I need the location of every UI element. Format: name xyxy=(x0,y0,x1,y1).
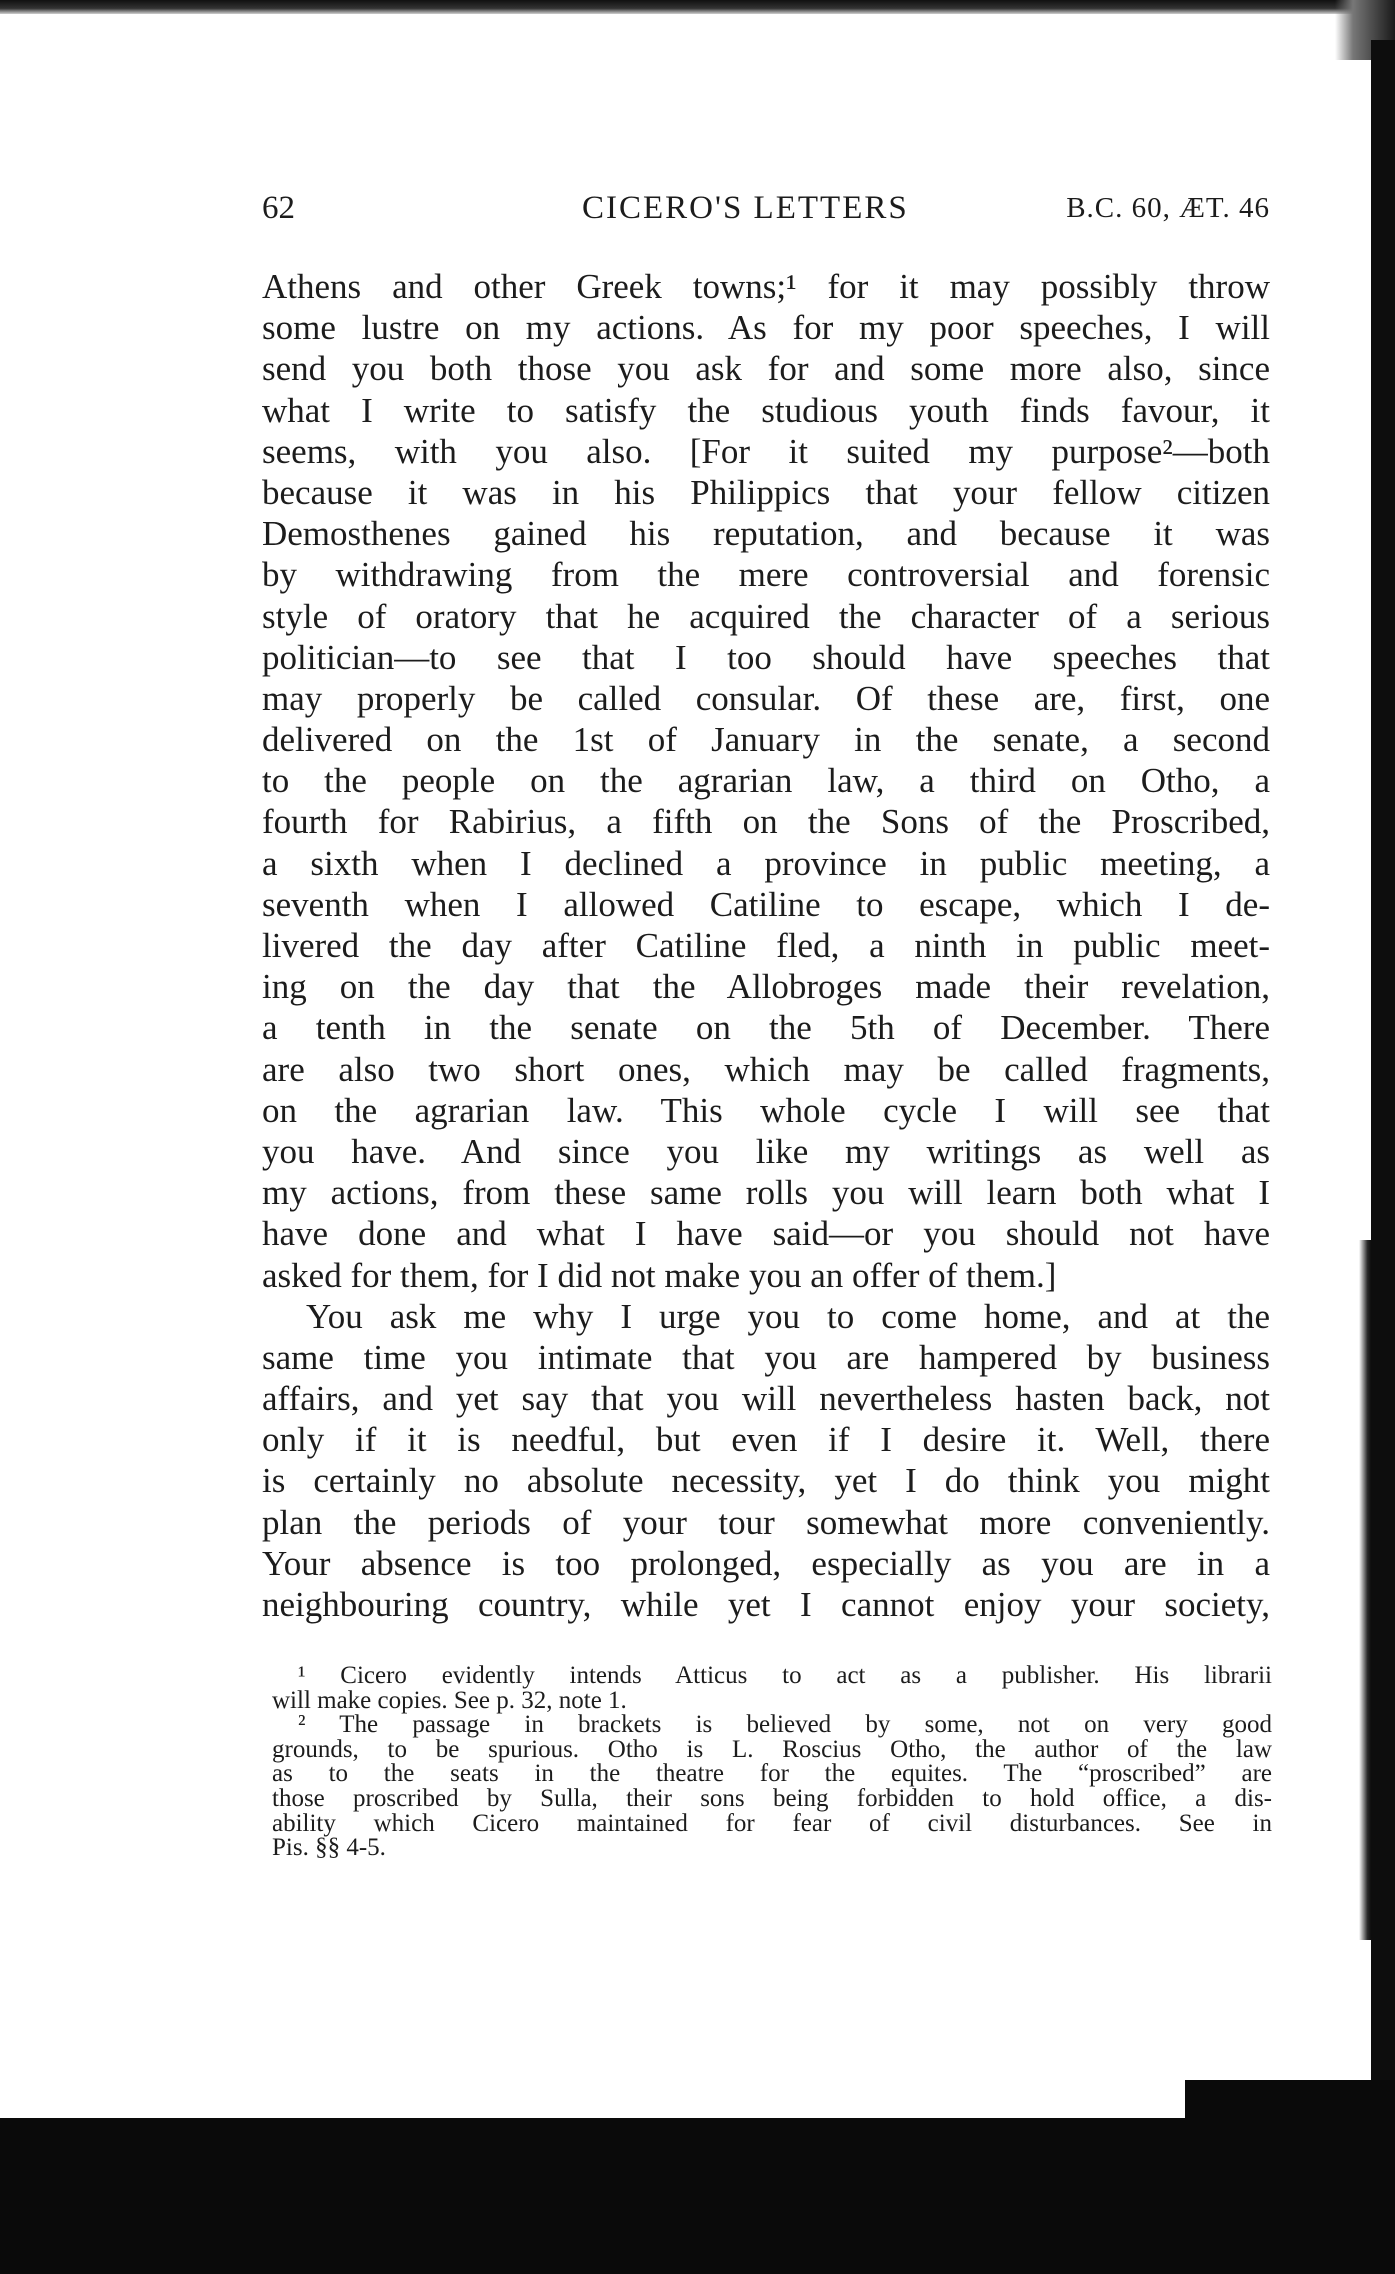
body-line: affairs, and yet say that you will nevertheless hasten back, not xyxy=(262,1379,1270,1419)
footnote-line: ² The passage in brackets is believed by some, not on very good xyxy=(298,1711,1272,1739)
running-header xyxy=(262,190,1270,238)
body-line: neighbouring country, while yet I cannot enjoy your society, xyxy=(262,1585,1270,1624)
footnote-line: Pis. §§ 4-5. xyxy=(272,1834,386,1862)
body-line: politician—to see that I too should have speeches that xyxy=(262,637,1270,677)
footnotes xyxy=(272,1664,1272,1861)
body-line: have done and what I have said—or you should not have xyxy=(262,1214,1270,1254)
body-line: style of oratory that he acquired the character of a serious xyxy=(262,596,1270,636)
footnote-line: ability which Cicero maintained for fear of civil disturbances. See in xyxy=(272,1809,1272,1837)
body-line: delivered on the 1st of January in the senate, a second xyxy=(262,720,1270,760)
page-number: 62 xyxy=(262,190,295,226)
body-line: Your absence is too prolonged, especially as you are in a xyxy=(262,1543,1270,1583)
body-line: asked for them, for I did not make you an offer of them.] xyxy=(262,1255,1057,1295)
body-line: seems, with you also. [For it suited my purpose²—both xyxy=(262,431,1270,471)
header-dating: B.C. 60, ÆT. 46 xyxy=(1066,192,1270,224)
body-line: send you both those you ask for and some more also, since xyxy=(262,349,1270,389)
scan-top-edge xyxy=(0,0,1395,14)
body-line: a tenth in the senate on the 5th of December. There xyxy=(262,1008,1270,1048)
body-line: is certainly no absolute necessity, yet I do think you might xyxy=(262,1461,1270,1501)
body-line: fourth for Rabirius, a fifth on the Sons of the Proscribed, xyxy=(262,802,1270,842)
body-line: my actions, from these same rolls you will learn both what I xyxy=(262,1173,1270,1213)
scan-bottom-step xyxy=(1185,2080,1395,2120)
body-line: only if it is needful, but even if I desire it. Well, there xyxy=(262,1420,1270,1460)
running-title: CICERO'S LETTERS xyxy=(582,190,909,226)
body-line: you have. And since you like my writings as well as xyxy=(262,1131,1270,1171)
body-line: You ask me why I urge you to come home, and at the xyxy=(306,1296,1270,1336)
footnote-line: those proscribed by Sulla, their sons being forbidden to hold office, a dis- xyxy=(272,1784,1272,1812)
scan-right-shadow xyxy=(1359,1240,1371,1940)
body-line: because it was in his Philippics that your fellow citizen xyxy=(262,472,1270,512)
body-line: may properly be called consular. Of these are, first, one xyxy=(262,678,1270,718)
body-line: livered the day after Catiline fled, a ninth in public meet- xyxy=(262,926,1270,965)
scan-bottom-edge xyxy=(0,2118,1395,2274)
body-line: some lustre on my actions. As for my poor speeches, I will xyxy=(262,308,1270,348)
footnote-line: grounds, to be spurious. Otho is L. Roscius Otho, the author of the law xyxy=(272,1735,1272,1763)
body-line: plan the periods of your tour somewhat more conveniently. xyxy=(262,1502,1270,1542)
body-line: same time you intimate that you are hampered by business xyxy=(262,1337,1270,1377)
body-line: Demosthenes gained his reputation, and because it was xyxy=(262,514,1270,554)
footnote-line: ¹ Cicero evidently intends Atticus to act as a publisher. His librarii xyxy=(298,1662,1272,1689)
body-line: on the agrarian law. This whole cycle I will see that xyxy=(262,1090,1270,1130)
body-line: Athens and other Greek towns;¹ for it may possibly throw xyxy=(262,267,1270,306)
body-line: what I write to satisfy the studious youth finds favour, it xyxy=(262,390,1270,430)
body-line: a sixth when I declined a province in public meeting, a xyxy=(262,843,1270,883)
scan-right-edge xyxy=(1371,40,1395,2120)
body-line: ing on the day that the Allobroges made their revelation, xyxy=(262,967,1270,1007)
body-line: are also two short ones, which may be called fragments, xyxy=(262,1049,1270,1089)
body-line: to the people on the agrarian law, a third on Otho, a xyxy=(262,761,1270,801)
letter-body xyxy=(262,266,1270,1625)
body-line: by withdrawing from the mere controversial and forensic xyxy=(262,555,1270,595)
body-line: seventh when I allowed Catiline to escape, which I de- xyxy=(262,884,1270,924)
footnote-line: will make copies. See p. 32, note 1. xyxy=(272,1686,627,1714)
footnote-line: as to the seats in the theatre for the equites. The “proscribed” are xyxy=(272,1760,1272,1788)
